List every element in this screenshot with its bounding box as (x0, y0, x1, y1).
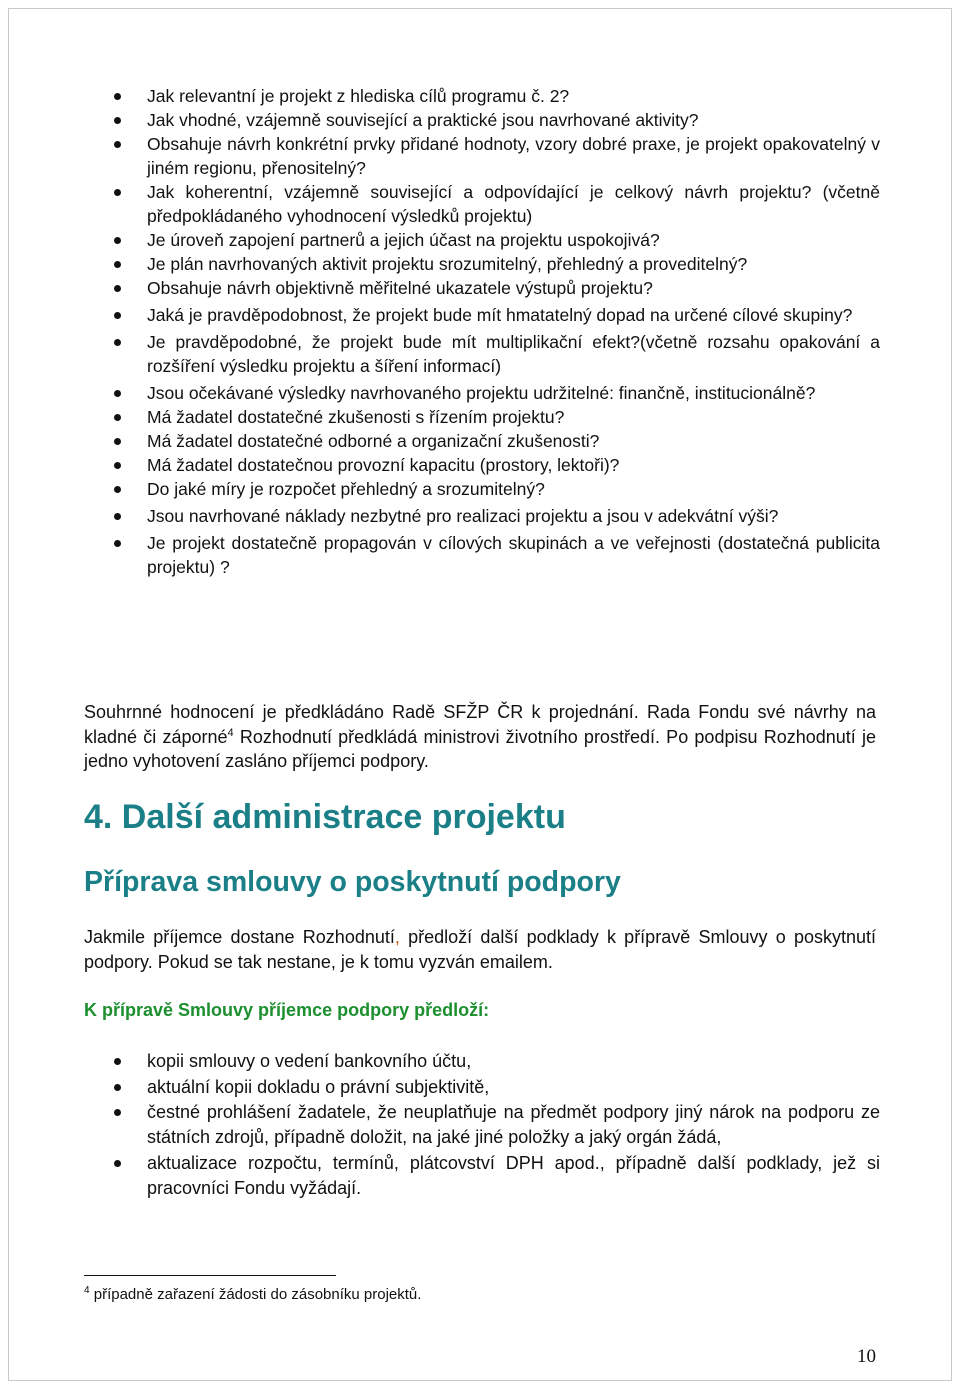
list-item: Má žadatel dostatečné zkušenosti s řízením projektu? (100, 405, 880, 429)
intro-text-2: předloží další podklady k přípravě Smlouvy o poskytnutí podpory. Pokud se tak nestane, je k tomu vyzván emailem. (84, 927, 876, 972)
list-item: Jsou navrhované náklady nezbytné pro realizaci projektu a jsou v adekvátní výši? (100, 504, 880, 528)
list-item: aktuální kopii dokladu o právní subjektivitě, (100, 1075, 880, 1100)
list-item: Má žadatel dostatečnou provozní kapacitu (prostory, lektoři)? (100, 453, 880, 477)
list-item: Jak relevantní je projekt z hlediska cílů programu č. 2? (100, 84, 880, 108)
footnote-number: 4 (84, 1285, 90, 1296)
list-item: aktualizace rozpočtu, termínů, plátcovství DPH apod., případně další podklady, jež si pracovníci Fondu vyžádají. (100, 1151, 880, 1201)
required-documents-list (100, 1049, 880, 1201)
footnote-text: případně zařazení žádosti do zásobníku projektů. (89, 1286, 422, 1303)
documents-heading: K přípravě Smlouvy příjemce podpory předloží: (84, 1000, 490, 1020)
list-item: Jaká je pravděpodobnost, že projekt bude mít hmatatelný dopad na určené cílové skupiny? (100, 303, 880, 327)
intro-text-1: Jakmile příjemce dostane Rozhodnutí (84, 927, 395, 947)
list-item: čestné prohlášení žadatele, že neuplatňuje na předmět podpory jiný nárok na podporu ze státních zdrojů, případně doložit, na jaké jiné položky a jaký orgán žádá, (100, 1100, 880, 1150)
footnote (84, 1285, 421, 1305)
list-item: Je projekt dostatečně propagován v cílových skupinách a ve veřejnosti (dostatečná publicita projektu) ? (100, 531, 880, 579)
list-item: Jsou očekávané výsledky navrhovaného projektu udržitelné: finančně, institucionálně? (100, 381, 880, 405)
list-item: Jak vhodné, vzájemně související a praktické jsou navrhované aktivity? (100, 108, 880, 132)
summary-text-2: Rozhodnutí předkládá ministrovi životního prostředí. Po podpisu Rozhodnutí je jedno vyhotovení zasláno příjemci podpory. (84, 726, 876, 771)
section-heading: 4. Další administrace projektu (84, 798, 566, 836)
footnote-separator (84, 1275, 336, 1276)
intro-paragraph (84, 925, 876, 974)
list-item: kopii smlouvy o vedení bankovního účtu, (100, 1049, 880, 1074)
page-number: 10 (857, 1346, 876, 1367)
summary-paragraph (84, 700, 876, 774)
list-item: Je pravděpodobné, že projekt bude mít multiplikační efekt?(včetně rozsahu opakování a rozšíření výsledku projektu a šíření informací) (100, 330, 880, 378)
list-item: Obsahuje návrh konkrétní prvky přidané hodnoty, vzory dobré praxe, je projekt opakovatelný v jiném regionu, přenositelný? (100, 132, 880, 180)
evaluation-criteria-list (100, 84, 880, 579)
summary-text-1: Souhrnné hodnocení je předkládáno Radě SFŽP ČR k projednání. Rada Fondu své návrhy na kladné či záporné (84, 702, 876, 747)
list-item: Jak koherentní, vzájemně související a odpovídající je celkový návrh projektu? (včetně předpokládaného vyhodnocení výsledků projektu) (100, 180, 880, 228)
list-item: Do jaké míry je rozpočet přehledný a srozumitelný? (100, 477, 880, 501)
list-item: Je úroveň zapojení partnerů a jejich účast na projektu uspokojivá? (100, 228, 880, 252)
list-item: Má žadatel dostatečné odborné a organizační zkušenosti? (100, 429, 880, 453)
highlighted-comma: , (394, 927, 400, 947)
list-item: Je plán navrhovaných aktivit projektu srozumitelný, přehledný a proveditelný? (100, 252, 880, 276)
footnote-reference: 4 (227, 726, 234, 739)
subsection-heading: Příprava smlouvy o poskytnutí podpory (84, 866, 621, 898)
list-item: Obsahuje návrh objektivně měřitelné ukazatele výstupů projektu? (100, 276, 880, 300)
